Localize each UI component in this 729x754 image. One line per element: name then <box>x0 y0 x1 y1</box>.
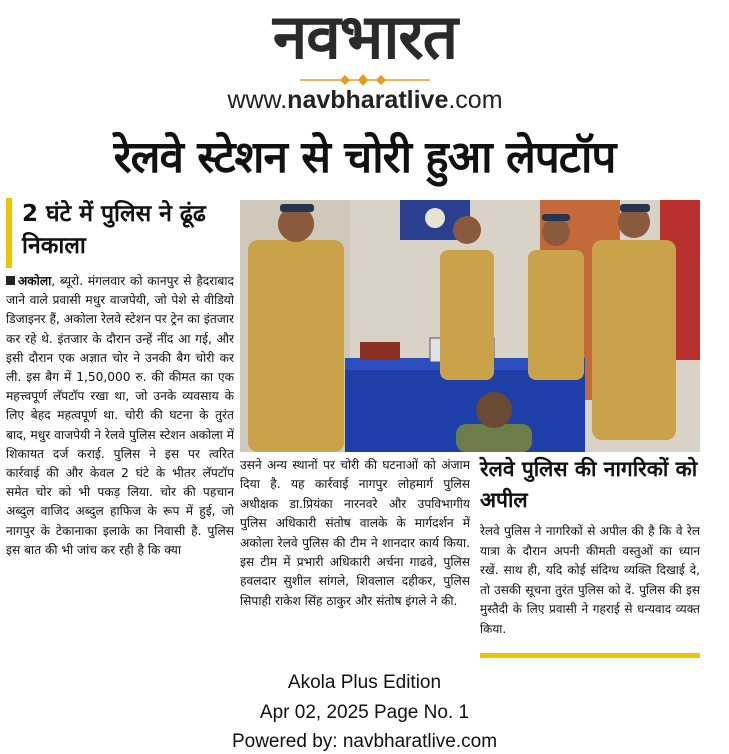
date-page-label: Apr 02, 2025 Page No. 1 <box>259 702 470 723</box>
site-url-suffix: .com <box>448 86 503 114</box>
appeal-text: रेलवे पुलिस ने नागरिकों से अपील की है कि वे रेल यात्रा के दौरान अपनी कीमती वस्तुओं का ध्यान रखें. साथ ही, यदि कोई संदिग्ध व्यक्ति दिखाई दे, तो उसकी सूचना तुरंत पुलिस को दें. पुलिस की इस मुस्तैदी के लिए प्रवासी ने गहराई से धन्यवाद व्यक्त किया. <box>480 524 700 636</box>
appeal-underline-bar <box>480 653 700 658</box>
bullet-square-icon <box>6 276 15 285</box>
article-column-2: उसने अन्य स्थानों पर चोरी की घटनाओं को अंजाम दिया है. यह कार्रवाई नागपुर लोहमार्ग पुलिस अधीक्षक डा.प्रियंका नारनवरे और उपविभागीय पुलिस अधिकारी संतोष वालके के मार्गदर्शन में अकोला रेलवे पुलिस की टीम ने शानदार कार्य किया. इस टीम में प्रभारी अधिकारी अर्चना गाढवे, पुलिस हवलदार सुशील सांगले, शिवलाल दहीकर, पुलिस सिपाही राकेश सिंह ठाकुर और संतोष इंगले ने की. <box>240 458 470 608</box>
appeal-heading: रेलवे पुलिस की नागरिकों को अपील <box>480 457 698 512</box>
article-subhead: 2 घंटे में पुलिस ने ढूंढ निकाला <box>6 198 234 268</box>
edition-label: Akola Plus Edition <box>287 672 442 693</box>
article-column-1 <box>6 272 234 662</box>
site-url <box>185 86 545 115</box>
site-url-prefix: www. <box>227 86 288 114</box>
news-photo <box>240 200 700 452</box>
police-team-photo-illustration <box>240 200 700 452</box>
article-headline: रेलवे स्टेशन से चोरी हुआ लेपटॉप <box>113 132 616 183</box>
site-url-bold: navbharatlive <box>287 86 449 114</box>
powered-by-label: Powered by: navbharatlive.com <box>231 731 498 752</box>
article-column-1-text: , ब्यूरो. मंगलवार को कानपुर से हैदराबाद जाने वाले प्रवासी मधुर वाजपेयी, जो पेशे से वीडियो डिजाइनर हैं, अकोला रेलवे स्टेशन पर ट्रेन का इंतजार कर रहे थे. इंतजार के दौरान उन्हें नींद आ गई, और इसी दौरान एक अज्ञात चोर ने उनकी बैग चोरी कर ली. इस बैग में 1,50,000 रु. की कीमत का एक महत्त्वपूर्ण लॅपटॉप रखा था, जो उनके व्यवसाय के लिए बेहद महत्वपूर्ण था. चोरी की घटना के तुरंत बाद, मधुर वाजपेयी ने रेलवे पुलिस स्टेशन अकोला में शिकायत दर्ज कराई. पुलिस ने इस पर त्वरित कार्रवाई की और केवल 2 घंटे के भीतर लॅपटॉप समेत चोर को भी पकड़ लिया. चोर की पहचान अब्दुल वाजिद अब्दुल हाफिज के रूप में हुई, जो नागपुर के टेकानाका इलाके का निवासी है. पुलिस इस बात की भी जांच कर रही है कि क्या <box>6 274 234 557</box>
article-dateline: अकोला <box>18 274 52 288</box>
masthead <box>0 0 729 122</box>
newspaper-logo: नवभारत <box>272 0 458 73</box>
